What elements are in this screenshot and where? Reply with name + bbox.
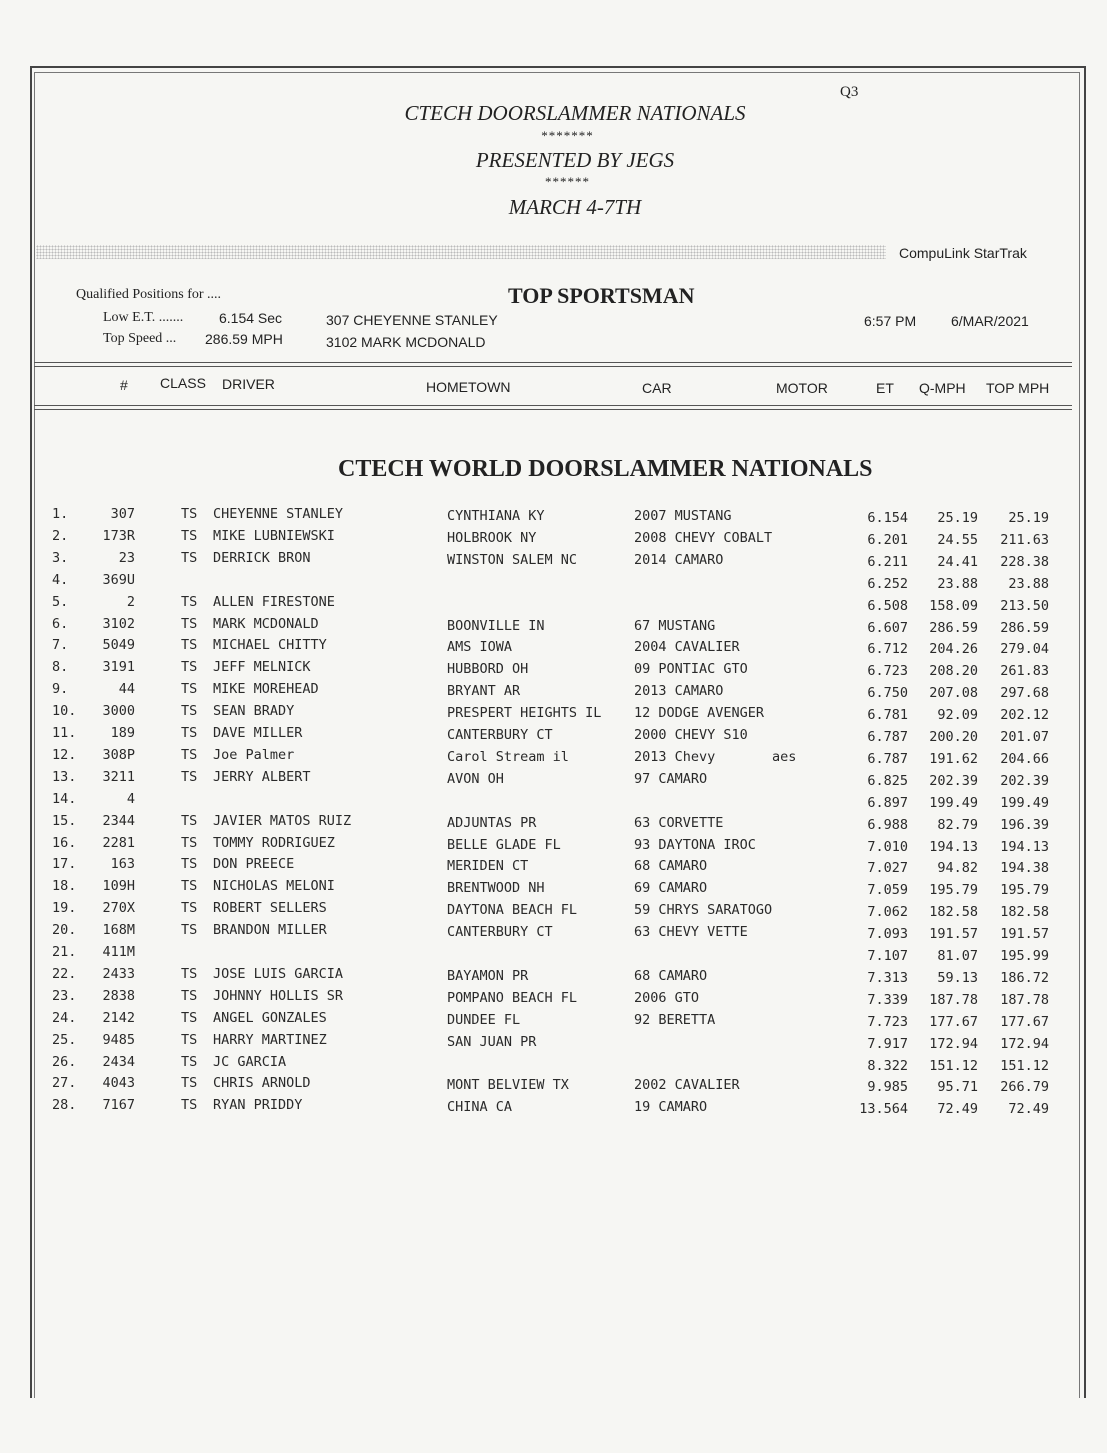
row-hometown: CANTERBURY CT: [447, 924, 553, 941]
row-qmph: 194.13: [929, 838, 978, 855]
row-et: 6.712: [867, 641, 908, 658]
row-et: 6.787: [867, 750, 908, 767]
row-class: TS: [181, 746, 198, 763]
row-position: 7.: [52, 637, 69, 654]
row-hometown: DUNDEE FL: [447, 1011, 521, 1028]
row-class: TS: [181, 834, 198, 851]
table-row: [0, 528, 1107, 548]
table-row: [0, 835, 1107, 855]
col-header-qmph: Q-MPH: [919, 380, 966, 396]
top-speed-holder: 3102 MARK MCDONALD: [326, 334, 486, 350]
dotted-band: [36, 245, 886, 259]
row-class: TS: [181, 900, 198, 917]
row-driver: ROBERT SELLERS: [213, 900, 327, 917]
header-stars-2: ******: [545, 174, 590, 189]
row-position: 26.: [52, 1053, 77, 1070]
row-car-number: 163: [110, 856, 135, 873]
row-class: TS: [181, 922, 198, 939]
table-row: [0, 878, 1107, 898]
table-row: [0, 900, 1107, 920]
table-row: [0, 1054, 1107, 1074]
row-et: 7.062: [867, 904, 908, 921]
row-driver: TOMMY RODRIGUEZ: [213, 834, 335, 851]
row-position: 3.: [52, 549, 69, 566]
row-hometown: HOLBROOK NY: [447, 529, 537, 546]
row-qmph: 82.79: [937, 816, 978, 833]
row-position: 5.: [52, 593, 69, 610]
row-top-mph: 25.19: [1008, 510, 1049, 526]
table-row: [0, 572, 1107, 592]
row-hometown: AMS IOWA: [447, 639, 513, 656]
rule-top-b: [34, 366, 1072, 367]
row-car: 09 PONTIAC GTO: [634, 661, 748, 678]
row-top-mph: 202.12: [1000, 707, 1049, 724]
rule-mid-b: [34, 409, 1072, 410]
row-car-number: 2281: [102, 834, 135, 851]
rule-top-a: [34, 362, 1072, 363]
row-car-number: 189: [110, 725, 135, 741]
col-header-car: CAR: [642, 380, 672, 396]
col-header-hometown: HOMETOWN: [426, 379, 511, 395]
row-driver: JAVIER MATOS RUIZ: [213, 812, 352, 829]
row-top-mph: 72.49: [1008, 1101, 1049, 1118]
row-qmph: 151.12: [929, 1057, 978, 1074]
row-qmph: 191.57: [929, 926, 978, 943]
row-position: 19.: [52, 900, 77, 917]
row-driver: DON PREECE: [213, 856, 295, 873]
row-class: TS: [181, 812, 198, 829]
row-hometown: BELLE GLADE FL: [447, 836, 561, 853]
row-car-number: 9485: [102, 1031, 135, 1048]
row-car: 92 BERETTA: [634, 1011, 716, 1028]
row-motor: aes: [772, 748, 797, 765]
table-row: [0, 703, 1107, 723]
row-car: 2008 CHEVY COBALT: [634, 529, 773, 546]
row-qmph: 24.41: [937, 553, 978, 570]
row-position: 21.: [52, 944, 77, 960]
row-qmph: 177.67: [929, 1013, 978, 1030]
row-et: 6.201: [867, 531, 908, 548]
row-top-mph: 228.38: [1000, 553, 1049, 570]
row-position: 15.: [52, 812, 77, 829]
top-speed-label: Top Speed ...: [103, 331, 177, 346]
row-class: TS: [181, 1075, 198, 1092]
row-car-number: 3102: [102, 615, 135, 632]
corner-label: Q3: [840, 84, 859, 100]
row-driver: DAVE MILLER: [213, 725, 303, 741]
table-row: [0, 1075, 1107, 1095]
row-driver: MIKE MOREHEAD: [213, 681, 319, 698]
row-position: 6.: [52, 615, 69, 632]
row-position: 23.: [52, 987, 77, 1004]
table-row: [0, 988, 1107, 1008]
row-car-number: 109H: [102, 878, 135, 895]
row-qmph: 207.08: [929, 685, 978, 702]
row-class: TS: [181, 1053, 198, 1070]
row-position: 14.: [52, 790, 77, 807]
row-position: 28.: [52, 1097, 77, 1114]
row-top-mph: 202.39: [1000, 772, 1049, 789]
row-car-number: 7167: [102, 1097, 135, 1114]
row-car: 2006 GTO: [634, 989, 700, 1006]
row-qmph: 182.58: [929, 904, 978, 921]
row-et: 6.897: [867, 794, 908, 811]
row-driver: HARRY MARTINEZ: [213, 1031, 327, 1048]
row-et: 6.750: [867, 685, 908, 702]
table-row: [0, 550, 1107, 570]
row-car: 19 CAMARO: [634, 1099, 708, 1116]
row-car: 2000 CHEVY S10: [634, 727, 748, 743]
row-position: 9.: [52, 681, 69, 698]
row-car-number: 270X: [102, 900, 135, 917]
row-driver: DERRICK BRON: [213, 549, 311, 566]
table-row: [0, 594, 1107, 614]
row-car-number: 3211: [102, 768, 135, 785]
row-et: 8.322: [867, 1057, 908, 1074]
row-car: 69 CAMARO: [634, 880, 708, 897]
header-line-1: CTECH DOORSLAMMER NATIONALS: [404, 101, 746, 125]
row-class: TS: [181, 703, 198, 720]
row-car: 12 DODGE AVENGER: [634, 705, 765, 722]
row-top-mph: 211.63: [1000, 531, 1049, 548]
row-et: 6.825: [867, 772, 908, 789]
row-top-mph: 213.50: [1000, 597, 1049, 614]
row-car: 67 MUSTANG: [634, 617, 716, 634]
row-class: TS: [181, 965, 198, 982]
row-car-number: 307: [110, 506, 135, 522]
rule-mid-a: [34, 405, 1072, 406]
row-car: 68 CAMARO: [634, 858, 708, 875]
row-hometown: Carol Stream il: [447, 748, 569, 765]
row-car: 93 DAYTONA IROC: [634, 836, 756, 853]
table-row: [0, 681, 1107, 701]
row-qmph: 59.13: [937, 969, 978, 986]
row-qmph: 72.49: [937, 1101, 978, 1118]
row-position: 27.: [52, 1075, 77, 1092]
row-top-mph: 195.99: [1000, 948, 1049, 964]
row-position: 10.: [52, 703, 77, 720]
row-car: 2004 CAVALIER: [634, 639, 740, 656]
row-qmph: 81.07: [937, 948, 978, 964]
row-car: 2013 Chevy: [634, 748, 716, 765]
row-top-mph: 151.12: [1000, 1057, 1049, 1074]
row-hometown: MONT BELVIEW TX: [447, 1077, 569, 1094]
row-driver: ANGEL GONZALES: [213, 1009, 327, 1026]
qualified-label: Qualified Positions for ....: [76, 287, 222, 302]
col-header-driver: DRIVER: [222, 376, 275, 392]
table-row: [0, 747, 1107, 767]
row-et: 7.059: [867, 882, 908, 899]
row-class: TS: [181, 1031, 198, 1048]
row-car: 97 CAMARO: [634, 770, 708, 787]
row-driver: CHRIS ARNOLD: [213, 1075, 311, 1092]
row-class: TS: [181, 725, 198, 741]
row-hometown: WINSTON SALEM NC: [447, 551, 578, 568]
row-position: 16.: [52, 834, 77, 851]
row-top-mph: 286.59: [1000, 619, 1049, 636]
row-position: 20.: [52, 922, 77, 939]
low-et-value: 6.154 Sec: [219, 310, 283, 326]
row-car-number: 44: [118, 681, 135, 698]
row-position: 11.: [52, 725, 77, 741]
row-qmph: 199.49: [929, 794, 978, 811]
row-et: 6.508: [867, 597, 908, 614]
row-car-number: 2: [126, 593, 135, 610]
row-top-mph: 23.88: [1008, 575, 1049, 592]
row-position: 8.: [52, 659, 69, 676]
row-driver: MARK MCDONALD: [213, 615, 319, 632]
row-hometown: HUBBORD OH: [447, 661, 529, 678]
col-header-num: #: [120, 377, 128, 393]
row-class: TS: [181, 856, 198, 873]
row-car: 2002 CAVALIER: [634, 1077, 740, 1094]
report-date: 6/MAR/2021: [951, 313, 1029, 329]
row-et: 6.787: [867, 729, 908, 745]
row-et: 6.252: [867, 575, 908, 592]
row-driver: JOHNNY HOLLIS SR: [213, 987, 344, 1004]
low-et-label: Low E.T. .......: [103, 310, 184, 325]
row-hometown: CHINA CA: [447, 1099, 513, 1116]
row-class: TS: [181, 527, 198, 544]
col-header-motor: MOTOR: [776, 380, 828, 396]
row-et: 6.211: [867, 553, 908, 570]
table-row: [0, 616, 1107, 636]
row-driver: CHEYENNE STANLEY: [213, 506, 344, 522]
row-top-mph: 194.38: [1000, 860, 1049, 877]
row-et: 13.564: [859, 1101, 908, 1118]
row-position: 12.: [52, 746, 77, 763]
col-header-topmph: TOP MPH: [986, 380, 1050, 396]
row-position: 24.: [52, 1009, 77, 1026]
row-qmph: 208.20: [929, 663, 978, 680]
row-car-number: 168M: [102, 922, 135, 939]
row-qmph: 158.09: [929, 597, 978, 614]
row-class: TS: [181, 615, 198, 632]
row-et: 9.985: [867, 1079, 908, 1096]
row-class: TS: [181, 549, 198, 566]
row-class: TS: [181, 637, 198, 654]
row-qmph: 25.19: [937, 510, 978, 526]
row-driver: JEFF MELNICK: [213, 659, 311, 676]
row-driver: JERRY ALBERT: [213, 768, 311, 785]
row-et: 6.988: [867, 816, 908, 833]
row-driver: JOSE LUIS GARCIA: [213, 965, 344, 982]
row-et: 6.781: [867, 707, 908, 724]
row-hometown: BRENTWOOD NH: [447, 880, 545, 897]
row-car: 63 CORVETTE: [634, 814, 724, 831]
row-et: 7.107: [867, 948, 908, 964]
row-top-mph: 196.39: [1000, 816, 1049, 833]
event-title: CTECH WORLD DOORSLAMMER NATIONALS: [338, 456, 873, 482]
row-position: 13.: [52, 768, 77, 785]
row-qmph: 172.94: [929, 1035, 978, 1052]
row-driver: RYAN PRIDDY: [213, 1097, 303, 1114]
row-car-number: 4: [126, 790, 135, 807]
report-time: 6:57 PM: [864, 313, 917, 329]
row-car: 68 CAMARO: [634, 967, 708, 984]
row-car-number: 2344: [102, 812, 135, 829]
row-driver: SEAN BRADY: [213, 703, 295, 720]
table-row: [0, 791, 1107, 811]
row-car: 59 CHRYS SARATOGO: [634, 902, 773, 919]
row-hometown: POMPANO BEACH FL: [447, 989, 578, 1006]
header-line-3: MARCH 4-7TH: [508, 195, 642, 219]
top-speed-value: 286.59 MPH: [205, 331, 283, 347]
row-hometown: BOONVILLE IN: [447, 617, 545, 634]
row-top-mph: 191.57: [1000, 926, 1049, 943]
row-hometown: ADJUNTAS PR: [447, 814, 537, 831]
row-hometown: BAYAMON PR: [447, 967, 529, 984]
row-car-number: 2433: [102, 965, 135, 982]
table-row: [0, 506, 1107, 526]
row-top-mph: 182.58: [1000, 904, 1049, 921]
row-position: 22.: [52, 965, 77, 982]
row-top-mph: 195.79: [1000, 882, 1049, 899]
row-top-mph: 172.94: [1000, 1035, 1049, 1052]
col-header-et: ET: [876, 380, 894, 396]
row-top-mph: 266.79: [1000, 1079, 1049, 1096]
row-qmph: 200.20: [929, 729, 978, 745]
row-hometown: PRESPERT HEIGHTS IL: [447, 705, 602, 722]
row-top-mph: 199.49: [1000, 794, 1049, 811]
row-et: 6.723: [867, 663, 908, 680]
row-class: TS: [181, 681, 198, 698]
row-top-mph: 261.83: [1000, 663, 1049, 680]
row-top-mph: 297.68: [1000, 685, 1049, 702]
row-hometown: SAN JUAN PR: [447, 1033, 537, 1050]
table-row: [0, 725, 1107, 745]
header-line-2: PRESENTED BY JEGS: [475, 148, 675, 172]
row-position: 18.: [52, 878, 77, 895]
row-class: TS: [181, 768, 198, 785]
table-row: [0, 922, 1107, 942]
table-row: [0, 659, 1107, 679]
row-top-mph: 279.04: [1000, 641, 1049, 658]
row-driver: BRANDON MILLER: [213, 922, 327, 939]
row-class: TS: [181, 878, 198, 895]
row-driver: JC GARCIA: [213, 1053, 287, 1070]
row-qmph: 95.71: [937, 1079, 978, 1096]
row-class: TS: [181, 659, 198, 676]
table-row: [0, 966, 1107, 986]
row-et: 7.093: [867, 926, 908, 943]
row-qmph: 204.26: [929, 641, 978, 658]
row-car-number: 308P: [102, 746, 135, 763]
row-position: 2.: [52, 527, 69, 544]
row-position: 17.: [52, 856, 77, 873]
row-top-mph: 201.07: [1000, 729, 1049, 745]
row-car-number: 173R: [102, 527, 135, 544]
row-qmph: 202.39: [929, 772, 978, 789]
row-car: 63 CHEVY VETTE: [634, 924, 748, 941]
row-top-mph: 177.67: [1000, 1013, 1049, 1030]
row-qmph: 94.82: [937, 860, 978, 877]
row-top-mph: 187.78: [1000, 991, 1049, 1008]
row-car: 2007 MUSTANG: [634, 508, 732, 524]
table-row: [0, 813, 1107, 833]
low-et-holder: 307 CHEYENNE STANLEY: [326, 312, 498, 328]
row-hometown: AVON OH: [447, 770, 504, 787]
row-car-number: 23: [118, 549, 135, 566]
row-qmph: 92.09: [937, 707, 978, 724]
row-qmph: 286.59: [929, 619, 978, 636]
row-class: TS: [181, 506, 198, 522]
row-car-number: 2434: [102, 1053, 135, 1070]
row-et: 7.027: [867, 860, 908, 877]
table-row: [0, 1010, 1107, 1030]
row-top-mph: 194.13: [1000, 838, 1049, 855]
row-top-mph: 204.66: [1000, 750, 1049, 767]
row-et: 6.154: [867, 510, 908, 526]
row-driver: NICHOLAS MELONI: [213, 878, 335, 895]
row-hometown: DAYTONA BEACH FL: [447, 902, 578, 919]
row-hometown: CANTERBURY CT: [447, 727, 553, 743]
row-driver: MIKE LUBNIEWSKI: [213, 527, 335, 544]
row-car-number: 411M: [102, 944, 135, 960]
table-row: [0, 1097, 1107, 1117]
row-et: 7.917: [867, 1035, 908, 1052]
table-row: [0, 1032, 1107, 1052]
row-et: 7.339: [867, 991, 908, 1008]
row-et: 6.607: [867, 619, 908, 636]
row-position: 1.: [52, 506, 69, 522]
row-et: 7.010: [867, 838, 908, 855]
row-driver: MICHAEL CHITTY: [213, 637, 327, 654]
table-row: [0, 637, 1107, 657]
row-driver: Joe Palmer: [213, 746, 295, 763]
row-hometown: MERIDEN CT: [447, 858, 529, 875]
row-car-number: 2142: [102, 1009, 135, 1026]
row-qmph: 187.78: [929, 991, 978, 1008]
row-class: TS: [181, 593, 198, 610]
row-hometown: BRYANT AR: [447, 683, 521, 700]
row-car-number: 5049: [102, 637, 135, 654]
row-et: 7.723: [867, 1013, 908, 1030]
row-car-number: 4043: [102, 1075, 135, 1092]
row-qmph: 191.62: [929, 750, 978, 767]
row-car: 2013 CAMARO: [634, 683, 724, 700]
row-qmph: 23.88: [937, 575, 978, 592]
row-driver: ALLEN FIRESTONE: [213, 593, 335, 610]
row-class: TS: [181, 1097, 198, 1114]
table-row: [0, 769, 1107, 789]
table-row: [0, 856, 1107, 876]
row-qmph: 24.55: [937, 531, 978, 548]
row-car-number: 2838: [102, 987, 135, 1004]
row-position: 4.: [52, 571, 69, 588]
row-et: 7.313: [867, 969, 908, 986]
table-row: [0, 944, 1107, 964]
row-qmph: 195.79: [929, 882, 978, 899]
row-hometown: CYNTHIANA KY: [447, 508, 545, 524]
row-car: 2014 CAMARO: [634, 551, 724, 568]
row-car-number: 369U: [102, 571, 135, 588]
row-top-mph: 186.72: [1000, 969, 1049, 986]
row-position: 25.: [52, 1031, 77, 1048]
row-car-number: 3000: [102, 703, 135, 720]
class-title: TOP SPORTSMAN: [508, 283, 695, 308]
col-header-class: CLASS: [160, 375, 206, 391]
row-class: TS: [181, 1009, 198, 1026]
row-car-number: 3191: [102, 659, 135, 676]
row-class: TS: [181, 987, 198, 1004]
header-stars-1: *******: [541, 128, 594, 143]
system-label: CompuLink StarTrak: [899, 245, 1027, 261]
